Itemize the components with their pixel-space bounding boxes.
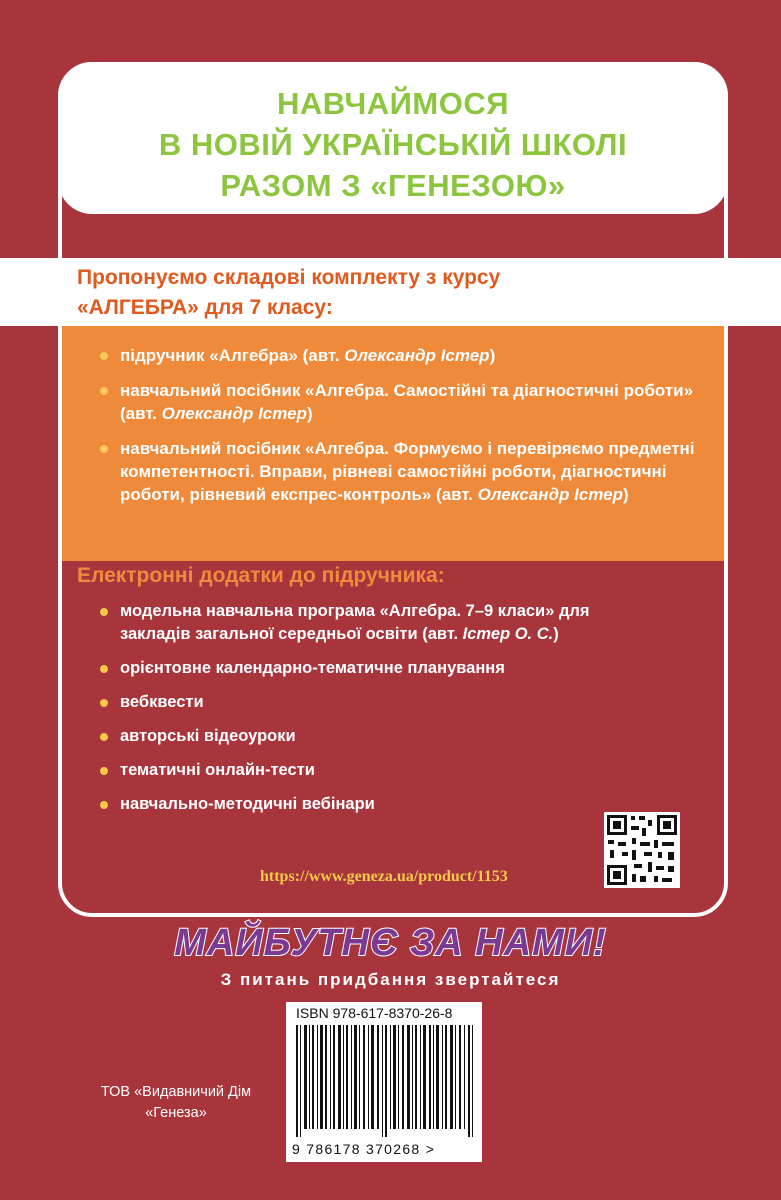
bullet-icon: [100, 801, 108, 809]
kit-intro: [77, 263, 717, 323]
bullet-icon: [100, 445, 108, 453]
kit-intro-line-2: «АЛГЕБРА» для 7 класу:: [77, 296, 333, 319]
bullet-icon: [100, 387, 108, 395]
heading-line-2: В НОВІЙ УКРАЇНСЬКІЙ ШКОЛІ: [158, 127, 628, 162]
heading-line-1: НАВЧАЙМОСЯ: [276, 86, 510, 121]
bullet-icon: [100, 665, 108, 673]
electronic-list: [100, 600, 660, 827]
bullet-icon: [100, 733, 108, 741]
slogan: МАЙБУТНЄ ЗА НАМИ!: [174, 922, 607, 964]
page-heading: [58, 83, 728, 206]
barcode-number: 9 786178 370268 >: [292, 1141, 436, 1157]
electronic-title: Електронні додатки до підручника:: [77, 564, 445, 587]
list-item: модельна навчальна програма «Алгебра. 7–9 класи» для закладів загальної середньої освіти (авт. Істер О. С.): [100, 600, 660, 646]
list-item: навчальний посібник «Алгебра. Самостійні та діагностичні роботи» (авт. Олександр Істер): [100, 379, 712, 425]
bullet-icon: [100, 767, 108, 775]
heading-line-3: РАЗОМ З «ГЕНЕЗОЮ»: [220, 168, 566, 203]
list-item: вебквести: [100, 691, 660, 714]
list-item: тематичні онлайн-тести: [100, 759, 660, 782]
publisher-line-2: «Генеза»: [145, 1105, 207, 1121]
contact-text: З питань придбання звертайтеся: [220, 970, 561, 989]
qr-code-icon[interactable]: [604, 812, 680, 888]
bullet-icon: [100, 352, 108, 360]
list-item: орієнтовне календарно-тематичне планування: [100, 657, 660, 680]
list-item: підручник «Алгебра» (авт. Олександр Істер): [100, 344, 712, 367]
list-item: навчально-методичні вебінари: [100, 793, 660, 816]
kit-list: [100, 344, 712, 518]
isbn-label: ISBN 978-617-8370-26-8: [296, 1005, 453, 1021]
list-item: навчальний посібник «Алгебра. Формуємо і перевіряємо предметні компетентності. Вправи, рівневі самостійні роботи, діагностичні роботи, рівневий експрес-контроль» (авт. Олександр Істер): [100, 437, 712, 506]
publisher-line-1: ТОВ «Видавничий Дім: [100, 1084, 252, 1100]
list-item: авторські відеоуроки: [100, 725, 660, 748]
publisher-name: [78, 1082, 274, 1124]
barcode-icon: [292, 1025, 478, 1137]
kit-intro-line-1: Пропонуємо складові комплекту з курсу: [77, 266, 501, 289]
bullet-icon: [100, 699, 108, 707]
bullet-icon: [100, 608, 108, 616]
product-url-link[interactable]: https://www.geneza.ua/product/1153: [260, 868, 508, 885]
